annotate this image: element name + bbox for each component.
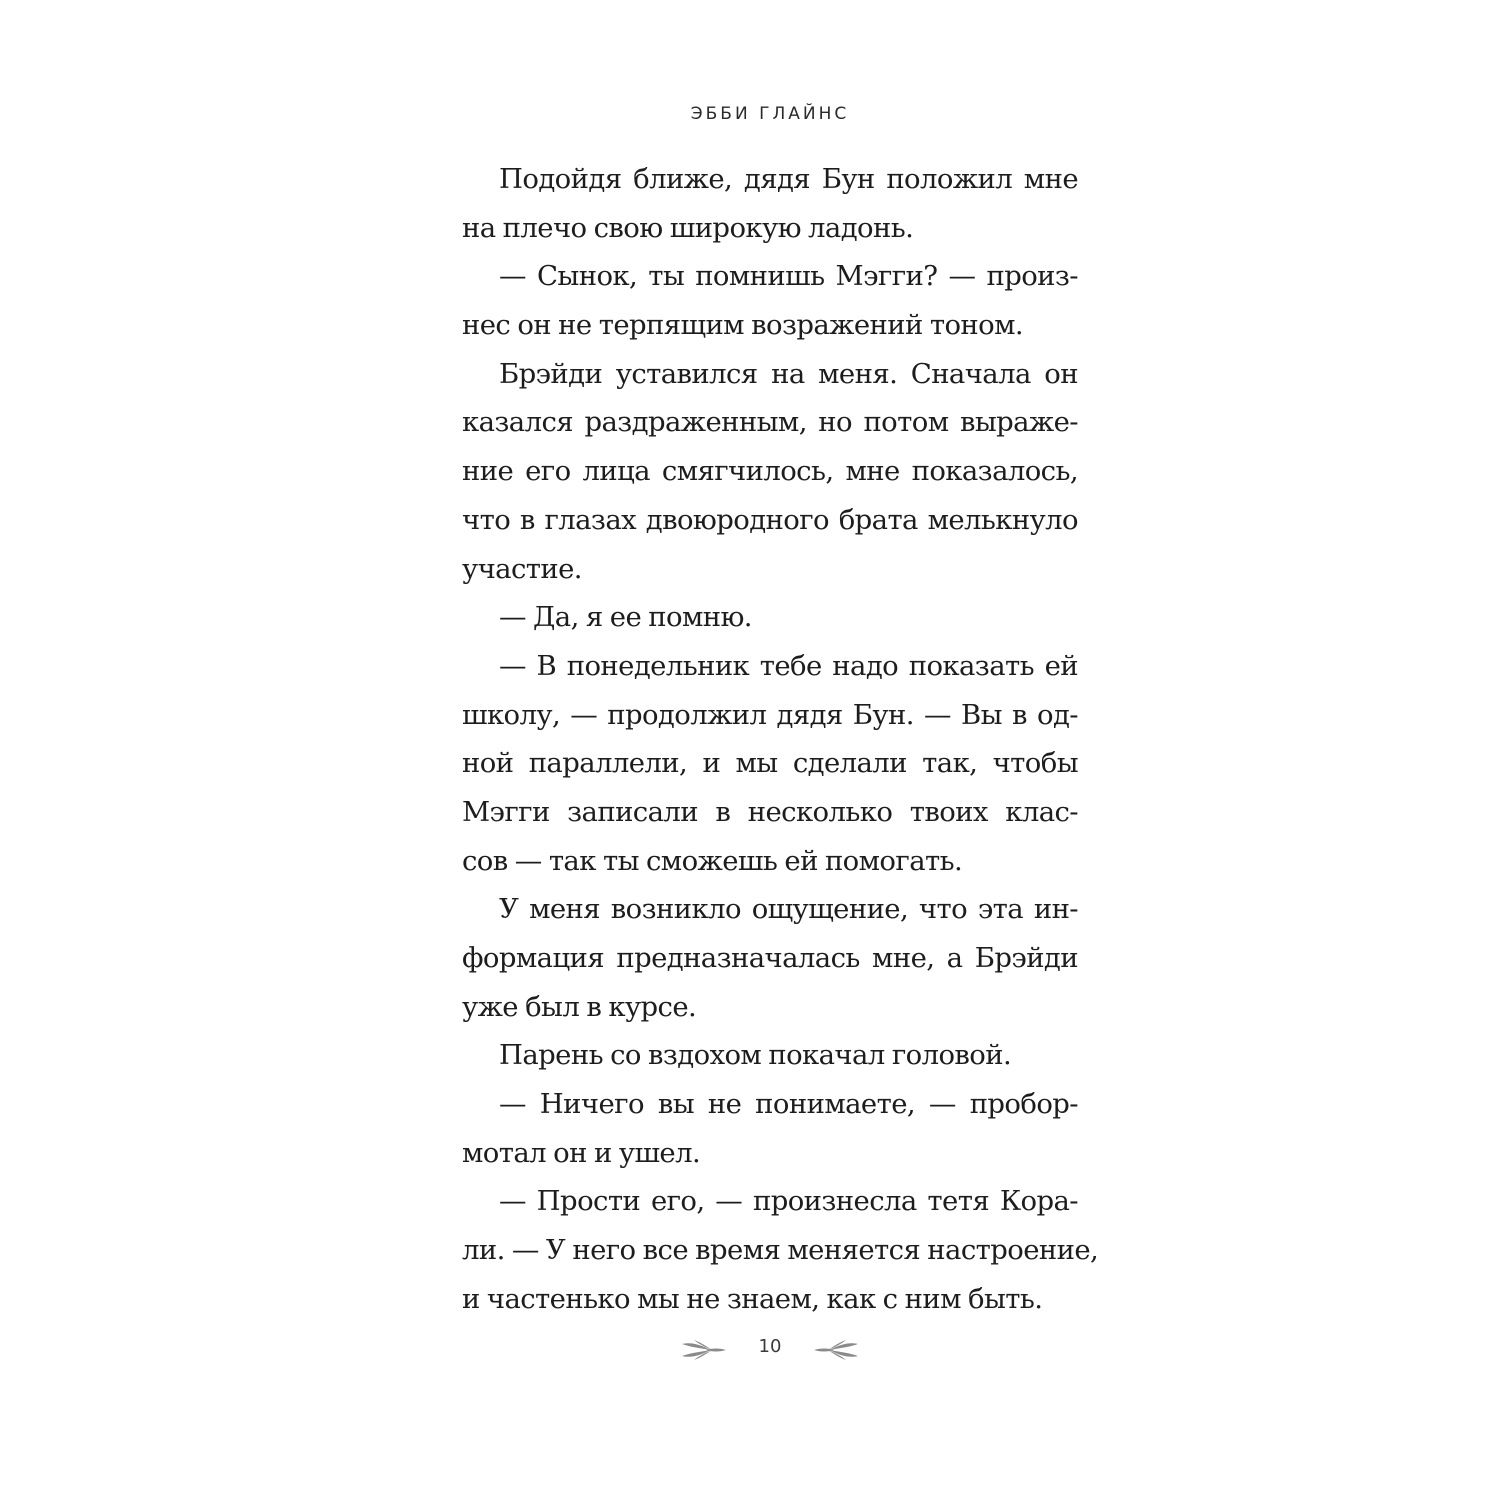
text-line: Брэйди уставился на меня. Сначала он [499,357,1078,390]
text-line: Мэгги записали в несколько твоих клас- [462,795,1078,828]
text-line: ли. — У него все время меняется настроение, [462,1234,1099,1267]
text-line: ние его лица смягчилось, мне показалось, [462,455,1078,488]
text-line: уже был в курсе. [462,990,697,1023]
text-line: — В понедельник тебе надо показать ей [499,649,1078,682]
text-line: — Да, я ее помню. [499,601,752,634]
text-line: нес он не терпящим возражений тоном. [462,309,1024,342]
text-line: на плечо свою широкую ладонь. [462,211,914,244]
leaf-ornament-icon [812,1338,860,1362]
text-line: Подойдя ближе, дядя Бун положил мне [499,163,1078,195]
leaf-ornament-icon [680,1338,728,1362]
text-line: — Сынок, ты помнишь Мэгги? — произ- [499,260,1078,293]
text-line: сов — так ты сможешь ей помогать. [462,844,963,877]
text-line: У меня возникло ощущение, что эта ин- [499,893,1078,926]
text-line: мотал он и ушел. [462,1136,701,1169]
text-line: казался раздраженным, но потом выраже- [462,406,1078,439]
body-text [462,155,1099,1324]
text-line: что в глазах двоюродного брата мелькнуло [462,503,1078,536]
text-line: школу, — продолжил дядя Бун. — Вы в од- [462,698,1078,731]
page-number: 10 [758,1336,782,1357]
text-line: и частенько мы не знаем, как с ним быть. [462,1282,1043,1315]
text-line: ной параллели, и мы сделали так, чтобы [462,747,1078,780]
text-line: Парень со вздохом покачал головой. [499,1039,1012,1072]
running-head: ЭББИ ГЛАЙНС [690,104,850,124]
text-line: — Ничего вы не понимаете, — пробор- [499,1088,1078,1121]
text-line: участие. [462,552,582,585]
text-line: — Прости его, — произнесла тетя Кора- [499,1185,1078,1218]
page-footer [680,1338,860,1362]
text-line: формация предназначалась мне, а Брэйди [462,942,1078,974]
